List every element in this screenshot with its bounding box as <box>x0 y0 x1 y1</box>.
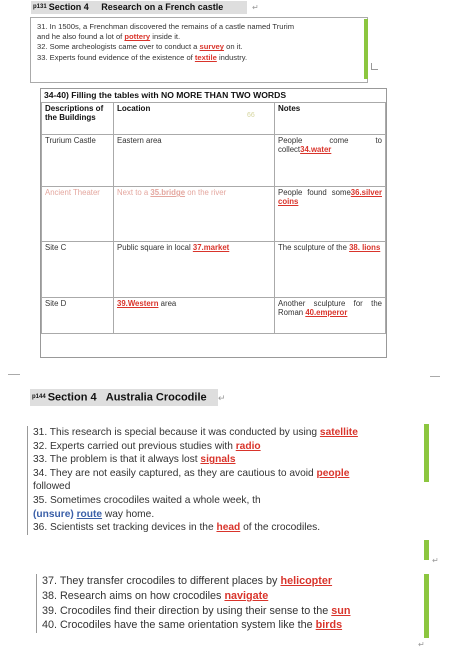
question-line <box>33 521 418 535</box>
answer-word: navigate <box>224 589 269 602</box>
section1-page-ref: p131 <box>33 4 47 11</box>
section2-page-ref: p144 <box>32 394 46 400</box>
question-text: 33. Experts found evidence of the existence of <box>37 52 195 62</box>
answer-word: 40.emperor <box>305 308 348 317</box>
row-location <box>114 242 275 298</box>
answer-word: 35.bridge <box>150 188 186 197</box>
question-text: 37. They transfer crocodiles to different places by <box>42 575 281 587</box>
row-notes <box>275 135 386 187</box>
question-line <box>42 574 422 589</box>
section2-subtitle: Australia Crocodile <box>105 391 207 404</box>
question-line <box>37 53 361 63</box>
answer-word: satellite <box>319 427 358 438</box>
green-bar <box>424 540 429 560</box>
answer-word: head <box>216 522 241 534</box>
answer-word: 37.market <box>192 243 230 252</box>
question-text-end: inside it. <box>150 32 181 42</box>
location-text: on the river <box>185 188 227 197</box>
question-line <box>42 618 422 633</box>
question-text: 32. Some archeologists came over to conduct a <box>37 42 200 52</box>
return-mark: ↵ <box>418 640 425 649</box>
location-text: area <box>158 299 177 308</box>
question-text: 38. Research aims on how crocodiles <box>42 589 225 602</box>
table-row <box>42 187 386 242</box>
question-text: 31. In 1500s, a Frenchman discovered the remains of a castle named Trurim <box>37 22 295 31</box>
answer-word: radio <box>235 440 261 452</box>
section1-subtitle: Research on a French castle <box>101 2 224 12</box>
header-notes: Notes <box>275 103 386 135</box>
answer-word: people <box>316 467 350 479</box>
question-text: 39. Crocodiles find their direction by using their sense to the <box>42 604 332 617</box>
table-row <box>42 242 386 298</box>
question-line <box>33 440 418 454</box>
answer-word: 34.water <box>300 145 332 154</box>
location-text: Public square in local <box>117 243 193 252</box>
answer-word: signals <box>200 454 236 466</box>
question-line <box>33 467 418 481</box>
question-text: 33. The problem is that it always lost <box>33 454 201 466</box>
row-description: Site D <box>42 298 114 334</box>
question-text: (unsure) <box>33 508 77 520</box>
return-mark: ↵ <box>432 556 439 565</box>
question-text: 32. Experts carried out previous studies with <box>33 440 236 452</box>
question-text-end: on it. <box>224 42 243 52</box>
table-caption: 34-40) Filling the tables with NO MORE THAN TWO WORDS <box>44 90 287 100</box>
section1-title: Section 4 <box>48 2 89 12</box>
question-text-end: way home. <box>102 508 155 520</box>
question-line <box>37 42 361 52</box>
row-location <box>114 187 275 242</box>
note-text: Another sculpture for the Roman <box>278 299 382 317</box>
question-line <box>37 32 361 42</box>
note-text: The sculpture of the <box>278 243 350 252</box>
location-text: Next to a <box>117 188 151 197</box>
question-text: 35. Sometimes crocodiles waited a whole week, th <box>33 494 261 506</box>
question-text: 40. Crocodiles have the same orientation system like the <box>42 619 316 632</box>
question-line <box>33 426 418 440</box>
question-line <box>33 480 418 494</box>
section2-group2 <box>36 574 422 633</box>
table-row <box>42 298 386 334</box>
question-text: 31. This research is special because it was conducted by using <box>33 427 320 438</box>
question-text: 36. Scientists set tracking devices in the <box>33 522 217 534</box>
question-line <box>42 604 422 619</box>
row-notes <box>275 242 386 298</box>
row-location <box>114 135 275 187</box>
notes-grid <box>41 102 386 334</box>
question-text-end: industry. <box>216 52 248 62</box>
answer-word: survey <box>199 42 225 52</box>
question-line <box>33 508 418 522</box>
row-description: Trurium Castle <box>42 135 114 187</box>
note-text: People found some <box>278 188 351 197</box>
answer-word: birds <box>315 619 343 632</box>
header-location: Location <box>114 103 275 135</box>
question-line <box>33 453 418 467</box>
section2-group1 <box>27 426 418 535</box>
note-text: People come to collect <box>278 136 382 154</box>
table-row <box>42 135 386 187</box>
answer-word: 36.silver coins <box>278 188 382 206</box>
green-bar <box>364 19 368 79</box>
question-text: 34. They are not easily captured, as they are cautious to avoid <box>33 467 317 479</box>
section1-header <box>31 1 247 14</box>
section1-questions <box>30 17 368 83</box>
table-corner-left <box>8 374 20 375</box>
answer-word: 39.Western <box>117 299 159 308</box>
question-line <box>42 589 422 604</box>
answer-word: textile <box>194 52 217 62</box>
answer-word: helicopter <box>280 575 333 587</box>
question-text: followed <box>33 481 71 493</box>
question-line <box>33 494 418 508</box>
section2-title: Section 4 <box>47 391 97 404</box>
location-text: Eastern area <box>117 136 162 145</box>
header-descriptions: Descriptions of the Buildings <box>42 103 114 135</box>
table-corner-right <box>430 376 440 377</box>
answer-word: sun <box>331 604 351 617</box>
return-mark: ↵ <box>252 3 259 12</box>
question-text-end: of the crocodiles. <box>240 522 321 534</box>
answer-word: pottery <box>124 32 151 42</box>
watermark-number: 66 <box>247 112 255 119</box>
row-location <box>114 298 275 334</box>
question-text: and he also found a lot of <box>37 32 125 42</box>
row-notes <box>275 298 386 334</box>
row-description: Site C <box>42 242 114 298</box>
section2-header <box>30 389 218 406</box>
notes-table <box>40 88 387 358</box>
row-notes <box>275 187 386 242</box>
return-mark: ↵ <box>218 393 226 403</box>
answer-word: route <box>76 508 103 520</box>
green-bar <box>424 574 429 638</box>
row-description: Ancient Theater <box>42 187 114 242</box>
green-bar <box>424 424 429 482</box>
answer-word: 38. lions <box>349 243 381 252</box>
corner-mark <box>371 63 378 70</box>
question-line <box>37 22 361 32</box>
